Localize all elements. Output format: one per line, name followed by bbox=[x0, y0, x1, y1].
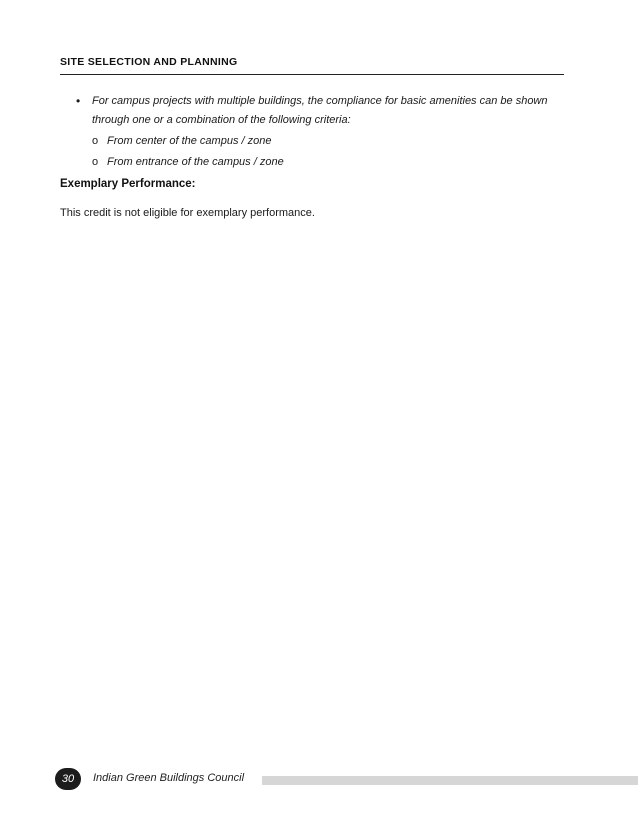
list-item bbox=[76, 92, 568, 130]
footer-bar bbox=[262, 776, 638, 785]
section-title: SITE SELECTION AND PLANNING bbox=[60, 56, 238, 68]
criteria-list bbox=[76, 92, 568, 172]
sub-list-item bbox=[92, 132, 568, 151]
page-footer bbox=[55, 768, 638, 792]
bullet-marker: • bbox=[76, 94, 81, 108]
sub-item-text: From center of the campus / zone bbox=[107, 135, 272, 147]
sub-bullet-marker: o bbox=[92, 135, 99, 147]
sub-item-text: From entrance of the campus / zone bbox=[107, 156, 284, 168]
header-divider bbox=[60, 74, 564, 75]
sub-list-item bbox=[92, 153, 568, 172]
exemplary-body: This credit is not eligible for exemplary performance. bbox=[60, 207, 315, 219]
exemplary-heading: Exemplary Performance: bbox=[60, 178, 196, 190]
page-number-badge: 30 bbox=[55, 768, 81, 790]
bullet-text: For campus projects with multiple buildings, the compliance for basic amenities can be shown through one or a combination of the following criteria: bbox=[92, 95, 548, 126]
sub-bullet-marker: o bbox=[92, 156, 99, 168]
footer-organization: Indian Green Buildings Council bbox=[93, 772, 245, 784]
